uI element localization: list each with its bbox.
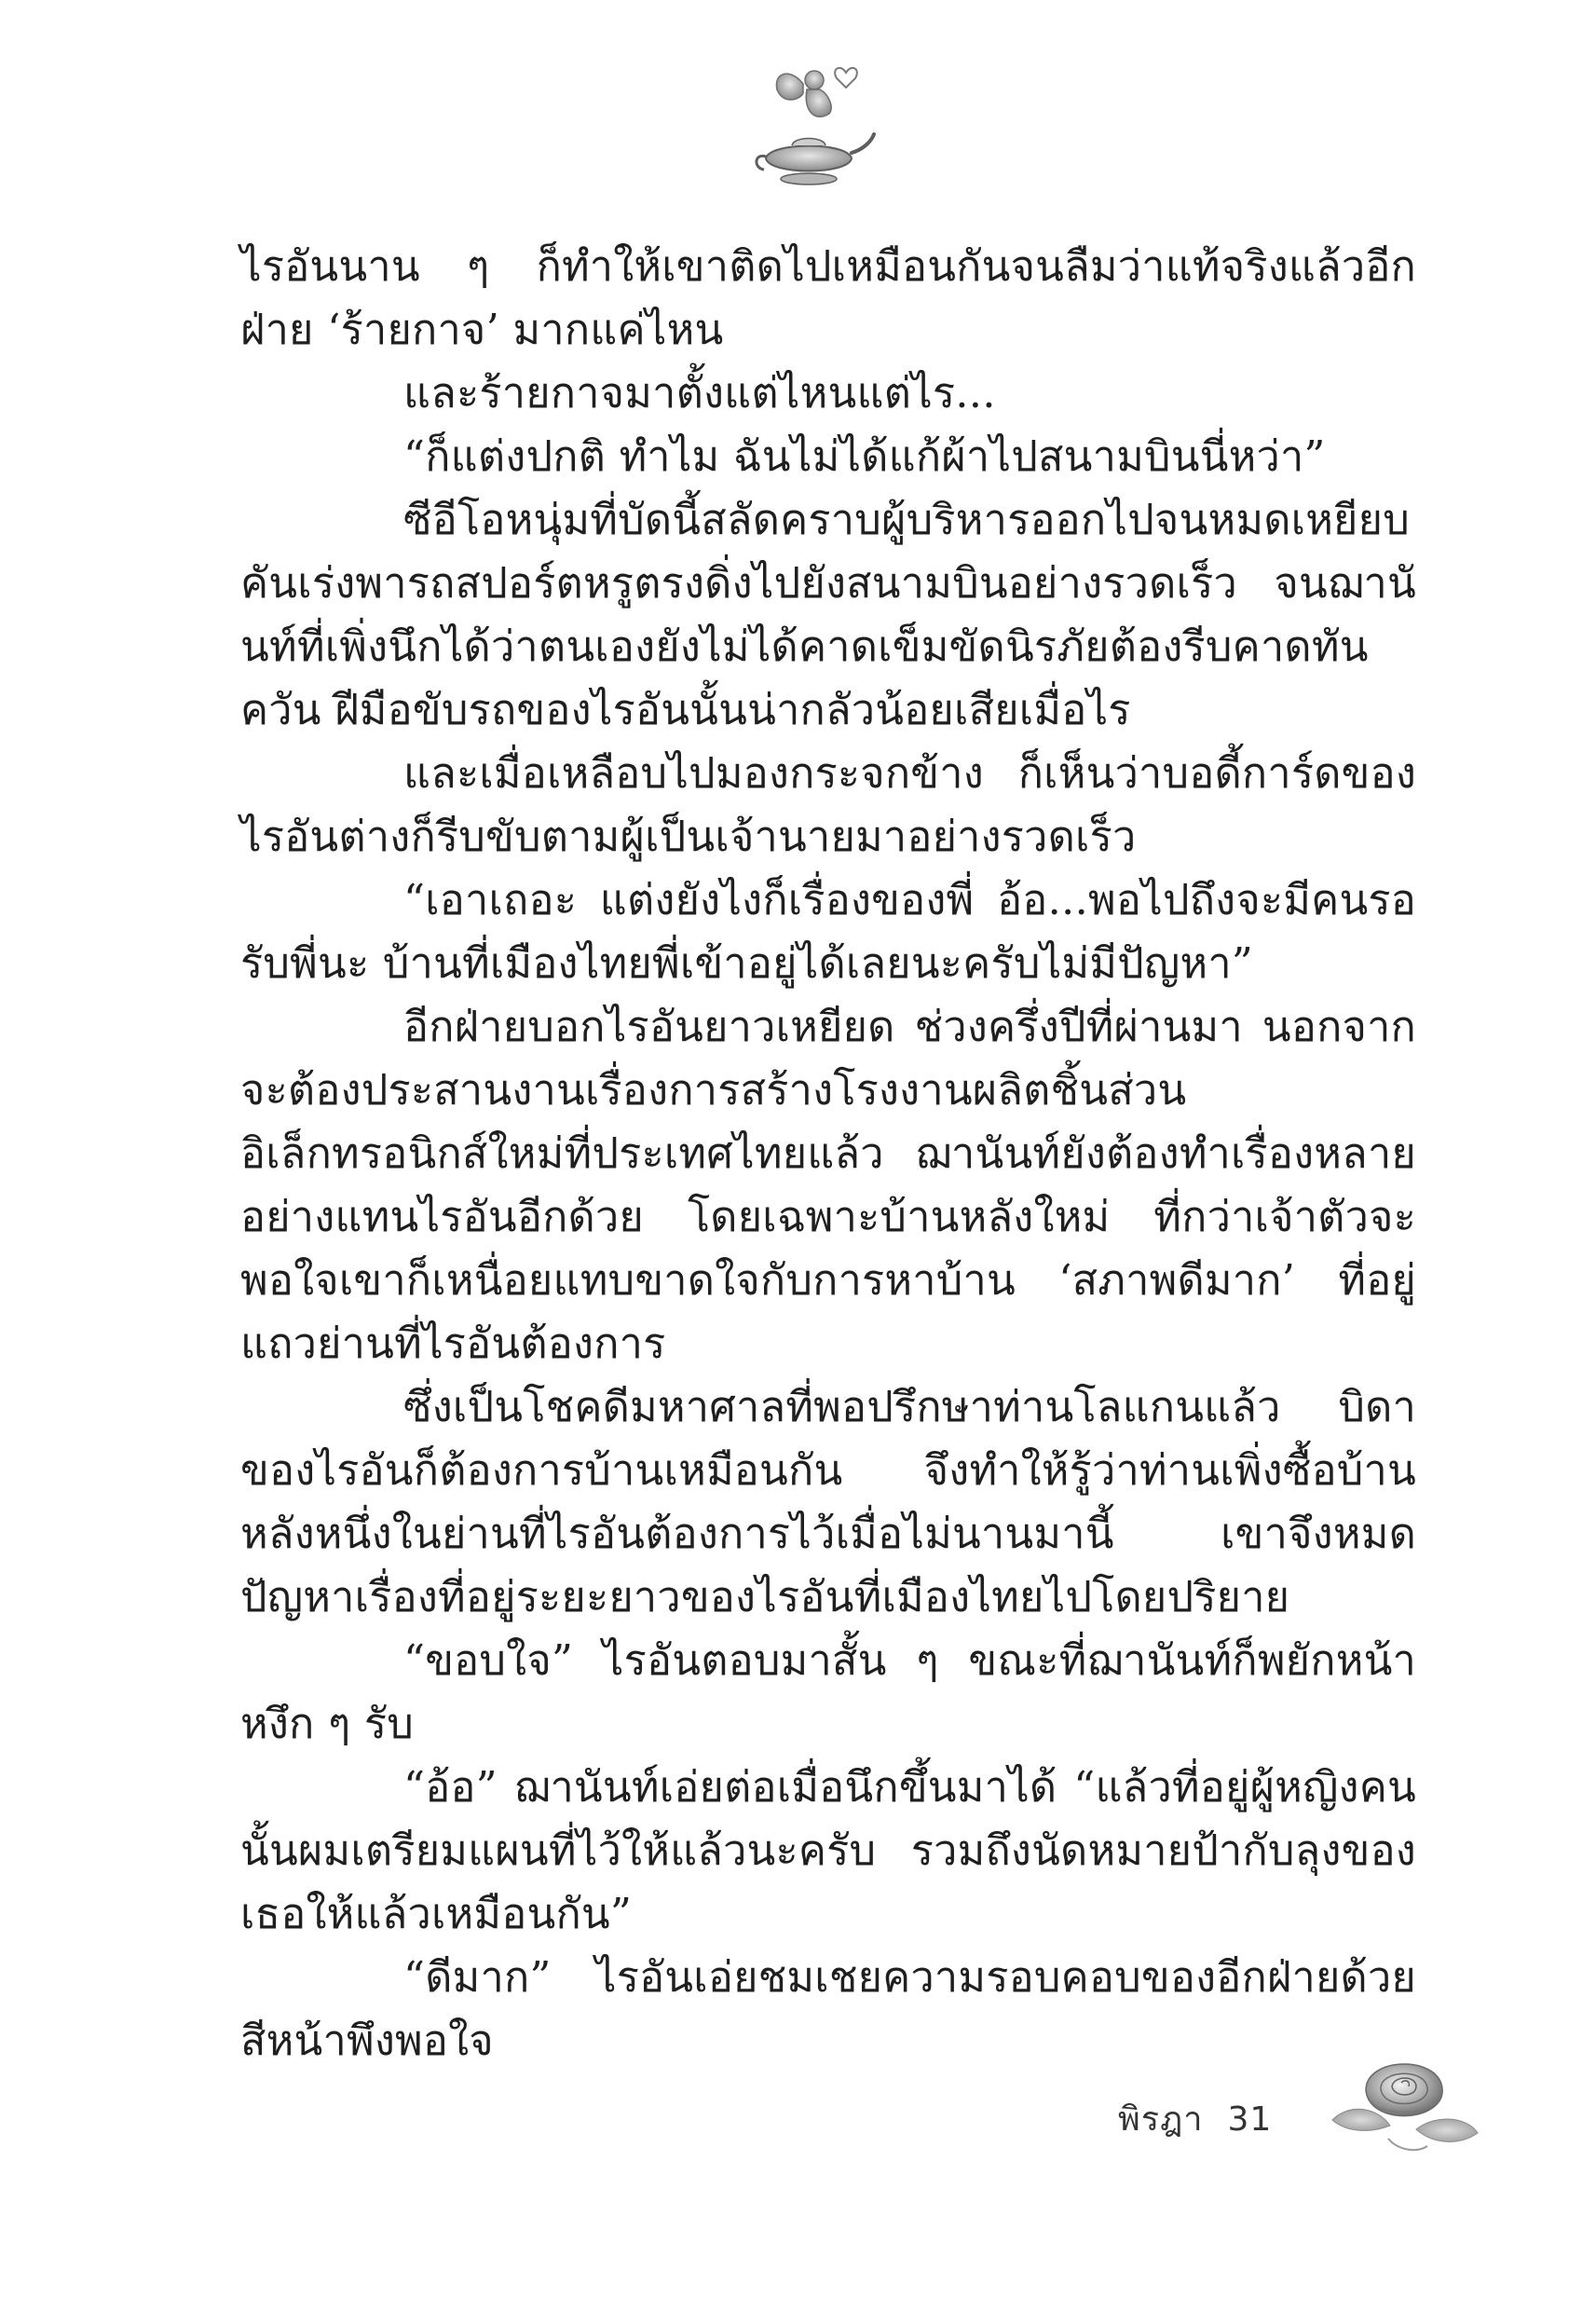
paragraph: อีกฝ่ายบอกไรอันยาวเหยียด ช่วงครึ่งปีที่ผ่านมา นอกจากจะต้องประสานงานเรื่องการสร้างโรงงานผลิตชิ้นส่วนอิเล็กทรอนิกส์ใหม่ที่ประเทศไทยแล้ว ฌานันท์ยังต้องทำเรื่องหลายอย่างแทนไรอันอีกด้วย โดยเฉพาะบ้านหลังใหม่ ที่กว่าเจ้าตัวจะพอใจเขาก็เหนื่อยแทบขาดใจกับการหาบ้าน ‘สภาพดีมาก’ ที่อยู่แถวย่านที่ไรอันต้องการ [240,1002,1416,1368]
paragraph: “อ้อ” ฌานันท์เอ่ยต่อเมื่อนึกขึ้นมาได้ “แล้วที่อยู่ผู้หญิงคนนั้นผมเตรียมแผนที่ไว้ให้แล้วนะครับ รวมถึงนัดหมายป้ากับลุงของเธอให้แล้วเหมือนกัน” [240,1762,1416,1938]
paragraph: และร้ายกาจมาตั้งแต่ไหนแต่ไร... [403,368,996,417]
page-number: 31 [1227,2100,1273,2139]
paragraph: “ขอบใจ” ไรอันตอบมาสั้น ๆ ขณะที่ฌานันท์ก็พยักหน้าหงึก ๆ รับ [240,1635,1416,1748]
page-footer [1118,2092,1272,2145]
cherub-teapot-icon [745,56,876,205]
paragraph: ซีอีโอหนุ่มที่บัดนี้สลัดคราบผู้บริหารออกไปจนหมดเหยียบคันเร่งพารถสปอร์ตหรูตรงดิ่งไปยังสนามบินอย่างรวดเร็ว จนฌานันท์ที่เพิ่งนึกได้ว่าตนเองยังไม่ได้คาดเข็มขัดนิรภัยต้องรีบคาดทันควัน ฝีมือขับรถของไรอันนั้นน่ากลัวน้อยเสียเมื่อไร [240,495,1416,734]
paragraph: “ดีมาก” ไรอันเอ่ยชมเชยความรอบคอบของอีกฝ่ายด้วยสีหน้าพึงพอใจ [240,1952,1416,2065]
paragraph: และเมื่อเหลือบไปมองกระจกข้าง ก็เห็นว่าบอดี้การ์ดของไรอันต่างก็รีบขับตามผู้เป็นเจ้านายมาอย่างรวดเร็ว [240,748,1416,861]
page-body [240,235,1416,2072]
paragraph: “ก็แต่งปกติ ทำไม ฉันไม่ได้แก้ผ้าไปสนามบินนี่หว่า” [403,431,1326,481]
paragraph: “เอาเถอะ แต่งยังไงก็เรื่องของพี่ อ้อ...พอไปถึงจะมีคนรอรับพี่นะ บ้านที่เมืองไทยพี่เข้าอยู่ได้เลยนะครับไม่มีปัญหา” [240,875,1416,988]
paragraph: ซึ่งเป็นโชคดีมหาศาลที่พอปรึกษาท่านโลแกนแล้ว บิดาของไรอันก็ต้องการบ้านเหมือนกัน จึงทำให้รู้ว่าท่านเพิ่งซื้อบ้านหลังหนึ่งในย่านที่ไรอันต้องการไว้เมื่อไม่นานมานี้ เขาจึงหมดปัญหาเรื่องที่อยู่ระยะยาวของไรอันที่เมืองไทยไปโดยปริยาย [240,1382,1416,1621]
paragraph: ไรอันนาน ๆ ก็ทำให้เขาติดไปเหมือนกันจนลืมว่าแท้จริงแล้วอีกฝ่าย ‘ร้ายกาจ’ มากแค่ไหน [240,241,1416,354]
footer-title: พิรฎา [1118,2100,1204,2139]
rose-icon [1323,2036,1481,2162]
